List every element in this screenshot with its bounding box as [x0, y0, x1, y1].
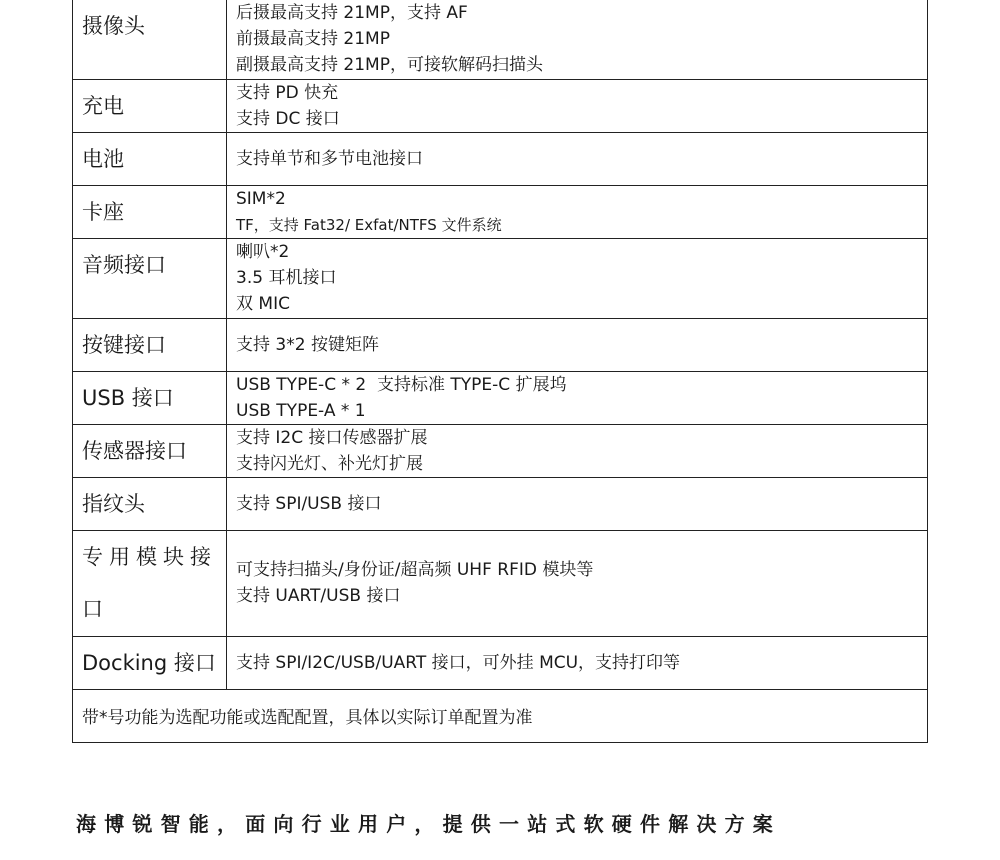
spec-row-usb — [73, 371, 928, 424]
spec-label — [73, 530, 227, 636]
spec-label: 传感器接口 — [73, 424, 227, 477]
spec-value-line: 支持 3*2 按键矩阵 — [236, 334, 379, 355]
spec-value-line: 支持闪光灯、补光灯扩展 — [236, 453, 423, 474]
spec-value — [227, 132, 928, 185]
config-note: 带*号功能为选配功能或选配配置，具体以实际订单配置为准 — [73, 689, 928, 742]
spec-value — [227, 79, 928, 132]
spec-value-line: 可支持扫描头/身份证/超高频 UHF RFID 模块等 — [236, 560, 594, 580]
spec-value-line: USB TYPE-C * 2 支持标准 TYPE-C 扩展坞 — [236, 374, 567, 395]
spec-row-audio — [73, 238, 928, 318]
spec-row-charging — [73, 79, 928, 132]
spec-row-card-slot — [73, 185, 928, 238]
spec-row-fingerprint — [73, 477, 928, 530]
spec-value-line: 支持 PD 快充 — [236, 82, 339, 103]
spec-value-line: 喇叭*2 — [236, 242, 290, 262]
spec-label: 摄像头 — [73, 0, 227, 79]
spec-value-line: 后摄最高支持 21MP，支持 AF — [236, 3, 468, 24]
spec-value-line: SIM*2 — [236, 188, 286, 209]
spec-row-docking — [73, 636, 928, 689]
spec-label-line: 口 — [82, 597, 109, 621]
spec-label: 音频接口 — [73, 238, 227, 318]
spec-value-line: 支持 UART/USB 接口 — [236, 586, 401, 606]
footer-slogan: 海博锐智能，面向行业用户，提供一站式软硬件解决方案 — [76, 812, 781, 836]
spec-row-sensor — [73, 424, 928, 477]
spec-value-line: 支持 SPI/USB 接口 — [236, 493, 382, 514]
spec-row-camera — [73, 0, 928, 79]
spec-value — [227, 477, 928, 530]
spec-label: 卡座 — [73, 185, 227, 238]
spec-value-line: 前摄最高支持 21MP — [236, 29, 390, 50]
spec-value-line: 支持 SPI/I2C/USB/UART 接口，可外挂 MCU，支持打印等 — [236, 652, 681, 673]
spec-value — [227, 318, 928, 371]
spec-label: 指纹头 — [73, 477, 227, 530]
spec-label-line: 专用模块接 — [82, 545, 217, 569]
spec-value-line: 支持 I2C 接口传感器扩展 — [236, 427, 428, 448]
spec-value — [227, 238, 928, 318]
spec-label: 电池 — [73, 132, 227, 185]
spec-row-keys — [73, 318, 928, 371]
spec-label: Docking 接口 — [73, 636, 227, 689]
spec-row-module — [73, 530, 928, 636]
spec-value — [227, 636, 928, 689]
spec-value-line: TF，支持 Fat32/ Exfat/NTFS 文件系统 — [236, 215, 502, 234]
spec-value — [227, 185, 928, 238]
spec-label: USB 接口 — [73, 371, 227, 424]
spec-value-line: USB TYPE-A * 1 — [236, 400, 366, 421]
spec-value-line: 3.5 耳机接口 — [236, 268, 337, 288]
spec-table — [72, 0, 928, 743]
spec-row-battery — [73, 132, 928, 185]
spec-value-line: 支持单节和多节电池接口 — [236, 148, 423, 169]
spec-value-line: 双 MIC — [236, 294, 290, 314]
spec-value-line: 副摄最高支持 21MP，可接软解码扫描头 — [236, 55, 543, 76]
spec-value — [227, 424, 928, 477]
spec-value-line: 支持 DC 接口 — [236, 108, 340, 129]
spec-value — [227, 530, 928, 636]
spec-row-note — [73, 689, 928, 742]
spec-label: 充电 — [73, 79, 227, 132]
spec-value — [227, 371, 928, 424]
spec-value — [227, 0, 928, 79]
spec-label: 按键接口 — [73, 318, 227, 371]
